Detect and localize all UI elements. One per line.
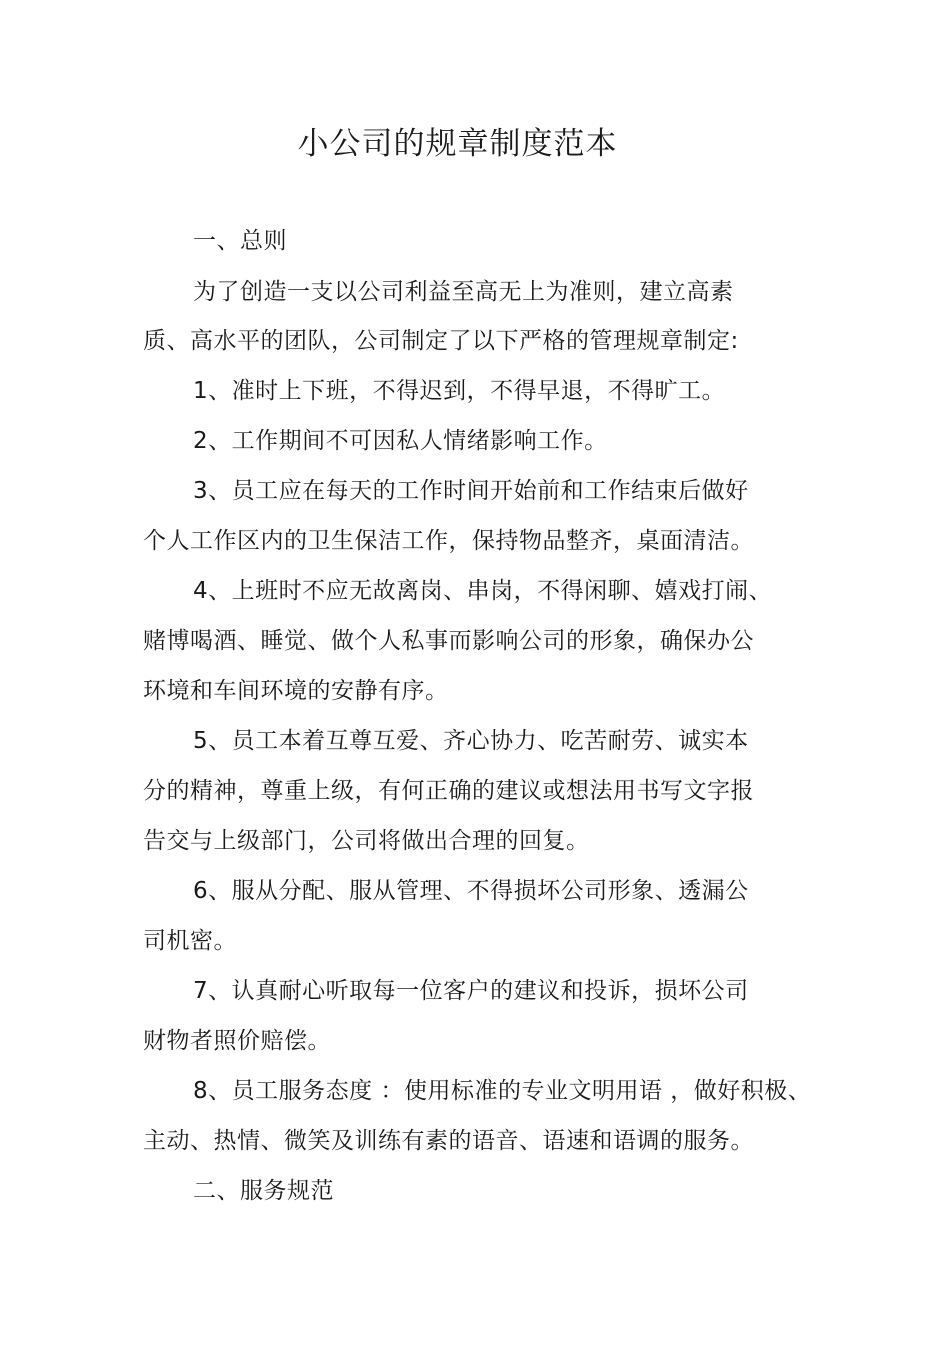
paragraph-line: 分的精神，尊重上级，有何正确的建议或想法用书写文字报 [143,778,754,804]
section-heading-service: 二、服务规范 [193,1178,334,1204]
rule-item-8: 8、员工服务态度 ：使用标准的专业文明用语 ，做好积极、 [193,1078,812,1104]
rule-item-5: 5、员工本着互尊互爱、齐心协力、吃苦耐劳、诚实本 [193,728,749,754]
paragraph-line: 司机密。 [143,928,237,954]
rule-item-2: 2、工作期间不可因私人情绪影响工作。 [193,428,608,454]
paragraph-line: 质、高水平的团队，公司制定了以下严格的管理规章制定: [143,328,739,354]
document-title: 小公司的规章制度范本 [297,126,618,162]
rule-item-7: 7、认真耐心听取每一位客户的建议和投诉，损坏公司 [193,978,749,1004]
paragraph-line: 环境和车间环境的安静有序。 [143,678,449,704]
paragraph-line: 为了创造一支以公司利益至高无上为准则，建立高素 [193,279,734,305]
rule-item-4: 4、上班时不应无故离岗、串岗，不得闲聊、嬉戏打闹、 [193,578,773,604]
section-heading-general: 一、总则 [193,228,287,254]
paragraph-line: 告交与上级部门，公司将做出合理的回复。 [143,828,590,854]
paragraph-line: 主动、热情、微笑及训练有素的语音、语速和语调的服务。 [143,1128,754,1154]
paragraph-line: 个人工作区内的卫生保洁工作，保持物品整齐，桌面清洁。 [143,528,754,554]
rule-item-1: 1、准时上下班，不得迟到，不得早退，不得旷工。 [193,378,726,404]
paragraph-line: 赌博喝酒、睡觉、做个人私事而影响公司的形象，确保办公 [143,628,754,654]
paragraph-line: 财物者照价赔偿。 [143,1028,331,1054]
rule-item-3: 3、员工应在每天的工作时间开始前和工作结束后做好 [193,478,749,504]
rule-item-6: 6、服从分配、服从管理、不得损坏公司形象、透漏公 [193,878,749,904]
